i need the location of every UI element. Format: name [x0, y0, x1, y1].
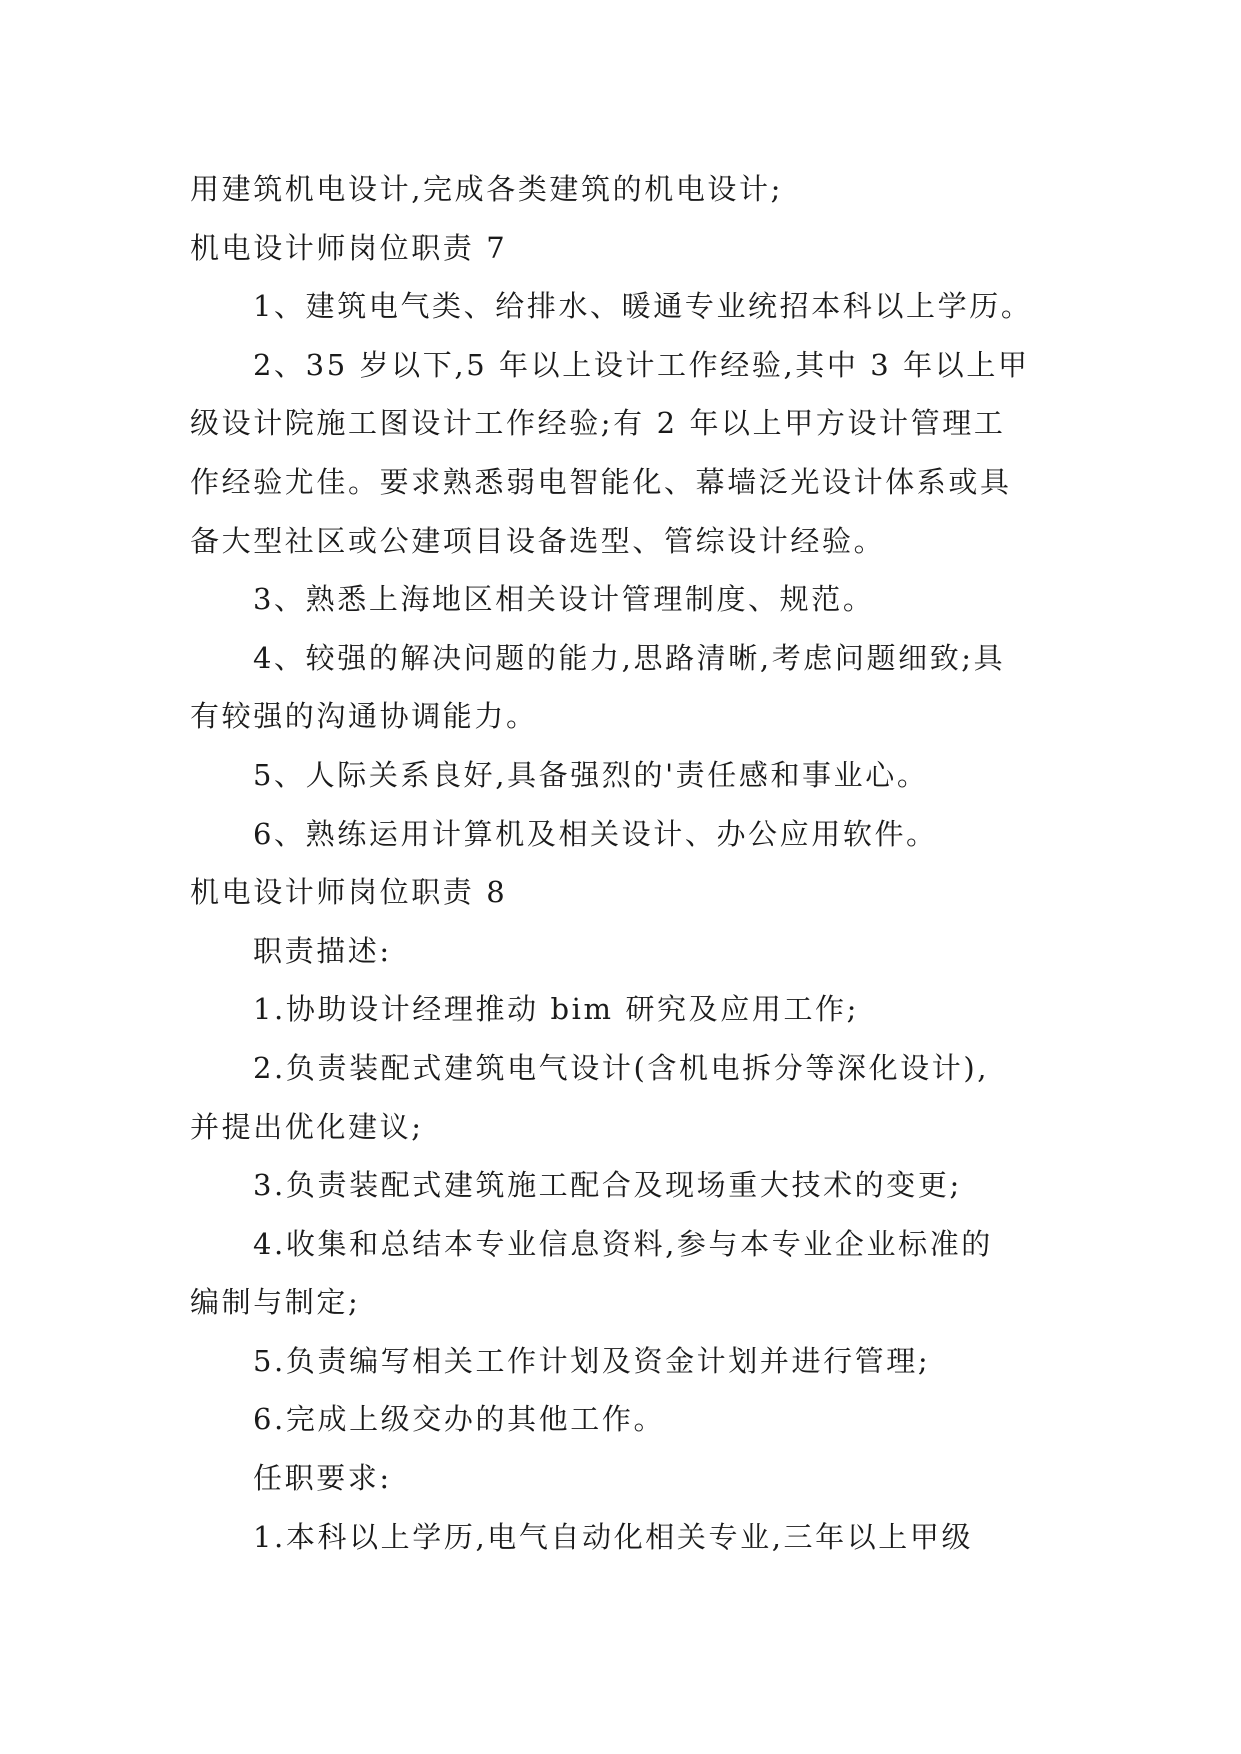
list-item: 1.协助设计经理推动 bim 研究及应用工作;	[253, 992, 860, 1027]
list-item: 5、人际关系良好,具备强烈的'责任感和事业心。	[253, 757, 929, 792]
list-item: 3.负责装配式建筑施工配合及现场重大技术的变更;	[253, 1168, 962, 1203]
document-body	[190, 160, 1050, 1566]
list-item-continuation: 备大型社区或公建项目设备选型、管综设计经验。	[190, 523, 886, 558]
list-item: 2.负责装配式建筑电气设计(含机电拆分等深化设计),	[253, 1050, 990, 1085]
list-item: 2、35 岁以下,5 年以上设计工作经验,其中 3 年以上甲	[253, 347, 1030, 382]
list-item-continuation: 编制与制定;	[190, 1285, 361, 1320]
list-item: 6.完成上级交办的其他工作。	[253, 1402, 666, 1437]
list-item: 4.收集和总结本专业信息资料,参与本专业企业标准的	[253, 1226, 993, 1261]
subheading: 任职要求:	[253, 1461, 392, 1496]
list-item: 6、熟练运用计算机及相关设计、办公应用软件。	[253, 816, 938, 851]
list-item: 4、较强的解决问题的能力,思路清晰,考虑问题细致;具	[253, 640, 1006, 675]
section-heading: 机电设计师岗位职责 8	[190, 875, 508, 910]
list-item: 1.本科以上学历,电气自动化相关专业,三年以上甲级	[253, 1519, 974, 1554]
section-heading: 机电设计师岗位职责 7	[190, 230, 508, 265]
paragraph-continuation: 用建筑机电设计,完成各类建筑的机电设计;	[190, 172, 783, 206]
list-item-continuation: 并提出优化建议;	[190, 1109, 424, 1144]
list-item: 5.负责编写相关工作计划及资金计划并进行管理;	[253, 1343, 931, 1378]
subheading: 职责描述:	[253, 933, 392, 968]
list-item: 3、熟悉上海地区相关设计管理制度、规范。	[253, 582, 875, 617]
list-item-continuation: 有较强的沟通协调能力。	[190, 699, 538, 734]
list-item-continuation: 作经验尤佳。要求熟悉弱电智能化、幕墙泛光设计体系或具	[190, 464, 1012, 499]
list-item-continuation: 级设计院施工图设计工作经验;有 2 年以上甲方设计管理工	[190, 406, 1006, 441]
list-item: 1、建筑电气类、给排水、暖通专业统招本科以上学历。	[253, 289, 1033, 324]
